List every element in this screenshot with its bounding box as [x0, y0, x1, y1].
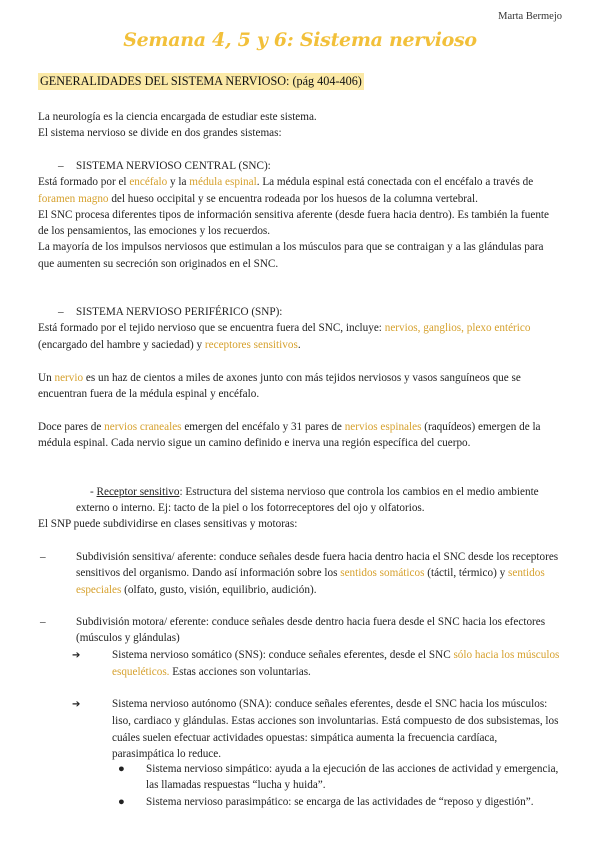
snp-paragraph: Está formado por el tejido nervioso que se encuentra fuera del SNC, incluye: nervios, ganglios, plexo entérico (encargado del hambre y saciedad) y receptores sensitivos. — [38, 322, 531, 351]
highlight-receptores: receptores sensitivos — [204, 338, 298, 351]
motora-item: – Subdivisión motora/ eferente: conduce señales desde dentro hacia fuera desde el SNC hacia los efectores (músculos y glándulas) — [40, 616, 546, 645]
parasimpatico-item: ● Sistema nervioso parasimpático: se encarga de las actividades de “reposo y digestión”. — [132, 794, 562, 810]
snc-title-text: SISTEMA NERVIOSO CENTRAL (SNC): — [76, 160, 271, 172]
highlight-encefalo: encéfalo — [129, 176, 168, 189]
dash-bullet: – — [58, 160, 64, 172]
highlight-medula: médula espinal — [189, 176, 257, 189]
snp-section — [38, 304, 562, 353]
dash-bullet: – — [40, 616, 46, 628]
intro-line-2: El sistema nervioso se divide en dos grandes sistemas: — [38, 127, 282, 140]
pares-paragraph: Doce pares de nervios craneales emergen del encéfalo y 31 pares de nervios espinales (raquídeos) emergen de la médula espinal. Cada nervio sigue un camino definido e inerva una región específica del cuerpo. — [38, 421, 541, 450]
sns-item: ➔ Sistema nervioso somático (SNS): conduce señales eferentes, desde el SNC sólo hacia los músculos esqueléticos. Estas acciones son voluntarias. — [72, 649, 560, 679]
highlight-espinales: nervios espinales — [344, 421, 422, 433]
snc-section — [38, 158, 562, 272]
snp-title — [38, 304, 562, 320]
nervio-paragraph: Un nervio es un haz de cientos a miles de axones junto con más tejidos nerviosos y vasos sanguíneos que se encuentran fuera de la médula espinal y encéfalo. — [38, 372, 521, 401]
arrow-bullet-icon: ➔ — [72, 650, 81, 661]
dot-bullet-icon: ● — [118, 763, 125, 775]
highlight-nervio: nervio — [54, 372, 84, 384]
sna-item: ➔ Sistema nervioso autónomo (SNA): conduce señales eferentes, desde el SNC hacia los músculos: liso, cardiaco y glándulas. Estas acciones son involuntarias. Está compuesto de dos subsistemas, los cuáles suelen efectuar actividades opuestas: simpática aumenta la frecuencia cardíaca, parasimpática lo reduce. — [72, 698, 559, 760]
highlight-especiales: sentidos especiales — [76, 567, 545, 596]
intro-line-1: La neurología es la ciencia encargada de estudiar este sistema. — [38, 111, 317, 123]
dash-bullet: – — [40, 551, 46, 563]
sensitiva-item: – Subdivisión sensitiva/ aferente: conduce señales desde fuera hacia dentro hacia el SNC desde los receptores sensitivos del organismo. Dando así información sobre los sentidos somáticos (táctil, térmico) y sentidos especiales (olfato, gusto, visión, equilibrio, audición). — [40, 551, 559, 596]
author-name: Marta Bermejo — [498, 11, 562, 22]
highlight-somaticos: sentidos somáticos — [340, 567, 425, 580]
highlight-foramen: foramen magno — [38, 192, 109, 205]
snc-title — [38, 158, 562, 174]
highlight-nervios: nervios, ganglios, plexo entérico — [384, 322, 531, 335]
highlight-craneales: nervios craneales — [104, 421, 182, 433]
snc-paragraph-3: La mayoría de los impulsos nerviosos que estimulan a los músculos para que se contraigan y a las glándulas para que aumenten su secreción son originados en el SNC. — [38, 241, 544, 270]
snp-subdivision-intro: El SNP puede subdividirse en clases sensitivas y motoras: — [38, 518, 298, 530]
section-heading: GENERALIDADES DEL SISTEMA NERVIOSO: (pág 404-406) — [40, 74, 362, 88]
receptor-term: Receptor sensitivo — [96, 486, 180, 498]
snp-title-text: SISTEMA NERVIOSO PERIFÉRICO (SNP): — [76, 306, 283, 318]
snc-paragraph-1: Está formado por el encéfalo y la médula espinal. La médula espinal está conectada con el encéfalo a través de foramen magno del hueso occipital y se encuentra rodeada por los huesos de la columna vertebral. — [38, 176, 534, 205]
simpatico-item: ● Sistema nervioso simpático: ayuda a la ejecución de las acciones de actividad y emergencia, las llamadas respuestas “lucha y huida”. — [118, 763, 559, 792]
receptor-paragraph: - Receptor sensitivo: Estructura del sistema nervioso que controla los cambios en el medio ambiente externo o interno. Ej: tacto de la piel o los fotorreceptores del ojo y olfatorios. — [76, 486, 539, 515]
page-title: Semana 4, 5 y 6: Sistema nervioso — [123, 29, 477, 51]
highlight-esqueleticos: sólo hacia los músculos esqueléticos. — [112, 649, 560, 679]
intro-paragraph — [38, 109, 562, 142]
dot-bullet-icon: ● — [118, 796, 125, 808]
dash-bullet: – — [58, 306, 64, 318]
arrow-bullet-icon: ➔ — [72, 699, 81, 710]
snc-paragraph-2: El SNC procesa diferentes tipos de información sensitiva aferente (desde fuera hacia dentro). Es también la fuente de los pensamientos, las emociones y los recuerdos. — [38, 208, 550, 238]
